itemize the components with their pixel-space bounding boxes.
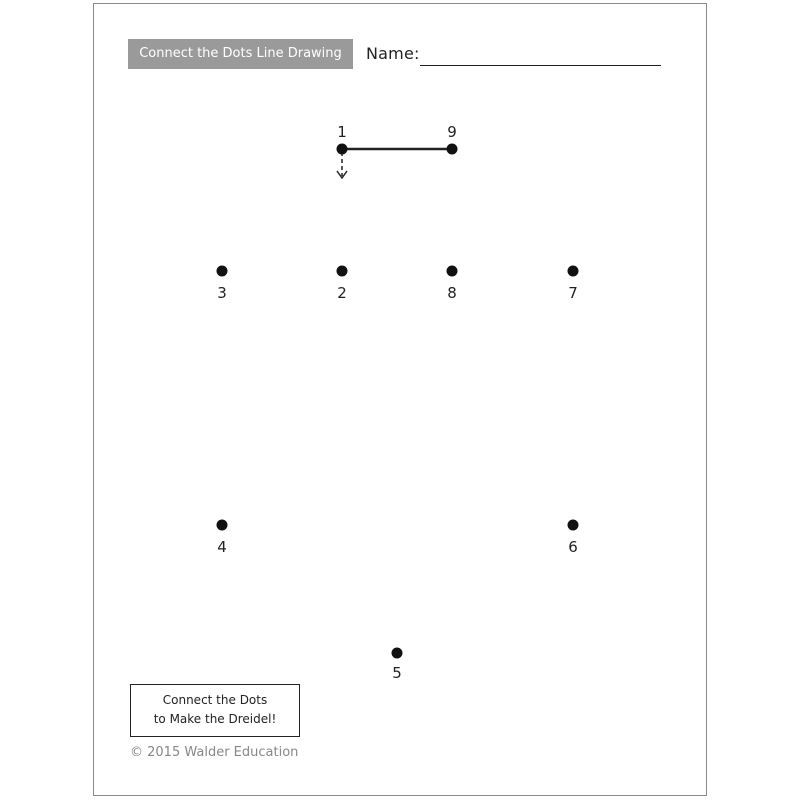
worksheet-title: Connect the Dots Line Drawing [128,39,353,69]
dot-1[interactable] [337,123,348,155]
dot-6[interactable] [568,520,579,557]
instruction-line-2: to Make the Dreidel! [153,712,277,726]
copyright-text: © 2015 Walder Education [130,745,299,760]
dot-5-number: 5 [392,664,402,682]
dot-3-number: 3 [217,284,227,302]
dot-3[interactable] [217,266,228,303]
instruction-line-1: Connect the Dots [162,693,268,707]
dot-2[interactable] [337,266,348,303]
name-label: Name: [366,44,420,63]
dot-7[interactable] [568,266,579,303]
dot-4[interactable] [217,520,228,557]
dot-8[interactable] [447,266,458,303]
dot-5[interactable] [392,648,403,683]
dot-4-number: 4 [217,538,227,556]
instruction-box [130,684,300,737]
dot-9-number: 9 [447,123,457,141]
dashed-arrow-icon [337,152,347,178]
dot-6-number: 6 [568,538,578,556]
dot-2-number: 2 [337,284,347,302]
dot-8-number: 8 [447,284,457,302]
dot-1-number: 1 [337,123,347,141]
dot-7-number: 7 [568,284,578,302]
dot-9[interactable] [447,123,458,155]
